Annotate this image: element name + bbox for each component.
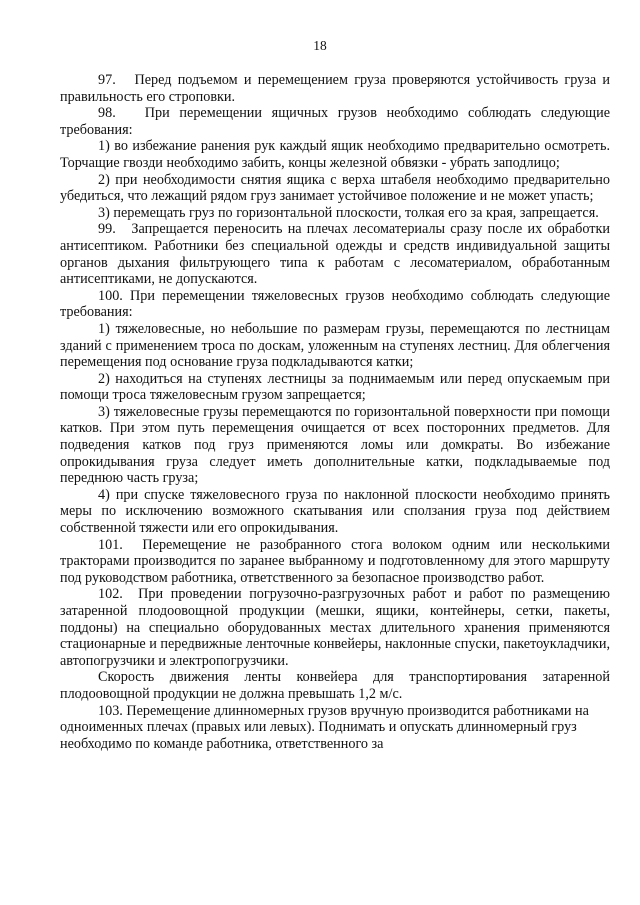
document-body xyxy=(60,72,610,752)
paragraph-100-item-3: 3) тяжеловесные грузы перемещаются по горизонтальной поверхности при помощи катков. При этом путь перемещения очищается от всех посторонних предметов. Для подведения катков под груз применяются ломы или домкраты. Во избежание опрокидывания груза следует иметь дополнительные катки, подкладываемые под переднюю часть груза; xyxy=(60,403,610,487)
paragraph-101: 101. Перемещение не разобранного стога волоком одним или несколькими тракторами производится по заранее выбранному и подготовленному для этого маршруту под руководством работника, ответственного за безопасное производство работ. xyxy=(60,536,610,586)
paragraph-98-item-1: 1) во избежание ранения рук каждый ящик необходимо предварительно осмотреть. Торчащие гвозди необходимо забить, концы железной обвязки - убрать заподлицо; xyxy=(60,138,610,171)
paragraph-98-item-3: 3) перемещать груз по горизонтальной плоскости, толкая его за края, запрещается. xyxy=(98,204,599,221)
paragraph-100-item-4: 4) при спуске тяжеловесного груза по наклонной плоскости необходимо принять меры по исключению возможного скатывания или сползания груза под действием собственной тяжести или его опрокидывания. xyxy=(60,486,610,537)
paragraph-100: 100. При перемещении тяжеловесных грузов необходимо соблюдать следующие требования: xyxy=(60,287,610,321)
paragraph-103: 103. Перемещение длинномерных грузов вручную производится работниками на одноименных плечах (правых или левых). Поднимать и опускать длинномерный груз необходимо по команде работника, ответственного за xyxy=(60,702,589,752)
paragraph-100-item-2: 2) находиться на ступенях лестницы за поднимаемым или перед опускаемым при помощи троса тяжеловесным грузом запрещается; xyxy=(60,370,610,404)
paragraph-98-item-2: 2) при необходимости снятия ящика с верха штабеля необходимо предварительно убедиться, что лежащий рядом груз занимает устойчивое положение и не может упасть; xyxy=(60,171,610,205)
paragraph-99: 99. Запрещается переносить на плечах лесоматериалы сразу после их обработки антисептиком. Работники без специальной одежды и средств индивидуальной защиты органов дыхания фильтрующего типа к работам с лесоматериалом, обработанным антисептиками, не допускаются. xyxy=(60,221,610,288)
paragraph-97: 97. Перед подъемом и перемещением груза проверяются устойчивость груза и правильность его строповки. xyxy=(60,72,610,105)
paragraph-102-speed: Скорость движения ленты конвейера для транспортирования затаренной плодоовощной продукции не должна превышать 1,2 м/с. xyxy=(60,669,610,702)
page-number: 18 xyxy=(313,38,327,53)
paragraph-98: 98. При перемещении ящичных грузов необходимо соблюдать следующие требования: xyxy=(60,105,610,138)
paragraph-100-item-1: 1) тяжеловесные, но небольшие по размерам грузы, перемещаются по лестницам зданий с применением троса по доскам, уложенным на ступенях лестниц. Для облегчения перемещения под основание груза подкладываются катки; xyxy=(60,320,610,371)
paragraph-102: 102. При проведении погрузочно-разгрузочных работ и работ по размещению затаренной плодоовощной продукции (мешки, ящики, контейнеры, сетки, пакеты, поддоны) на специально оборудованных местах длительного хранения применяются стационарные и передвижные ленточные конвейеры, наклонные спуски, пакетоукладчики, автопогрузчики и электропогрузчики. xyxy=(60,586,610,669)
